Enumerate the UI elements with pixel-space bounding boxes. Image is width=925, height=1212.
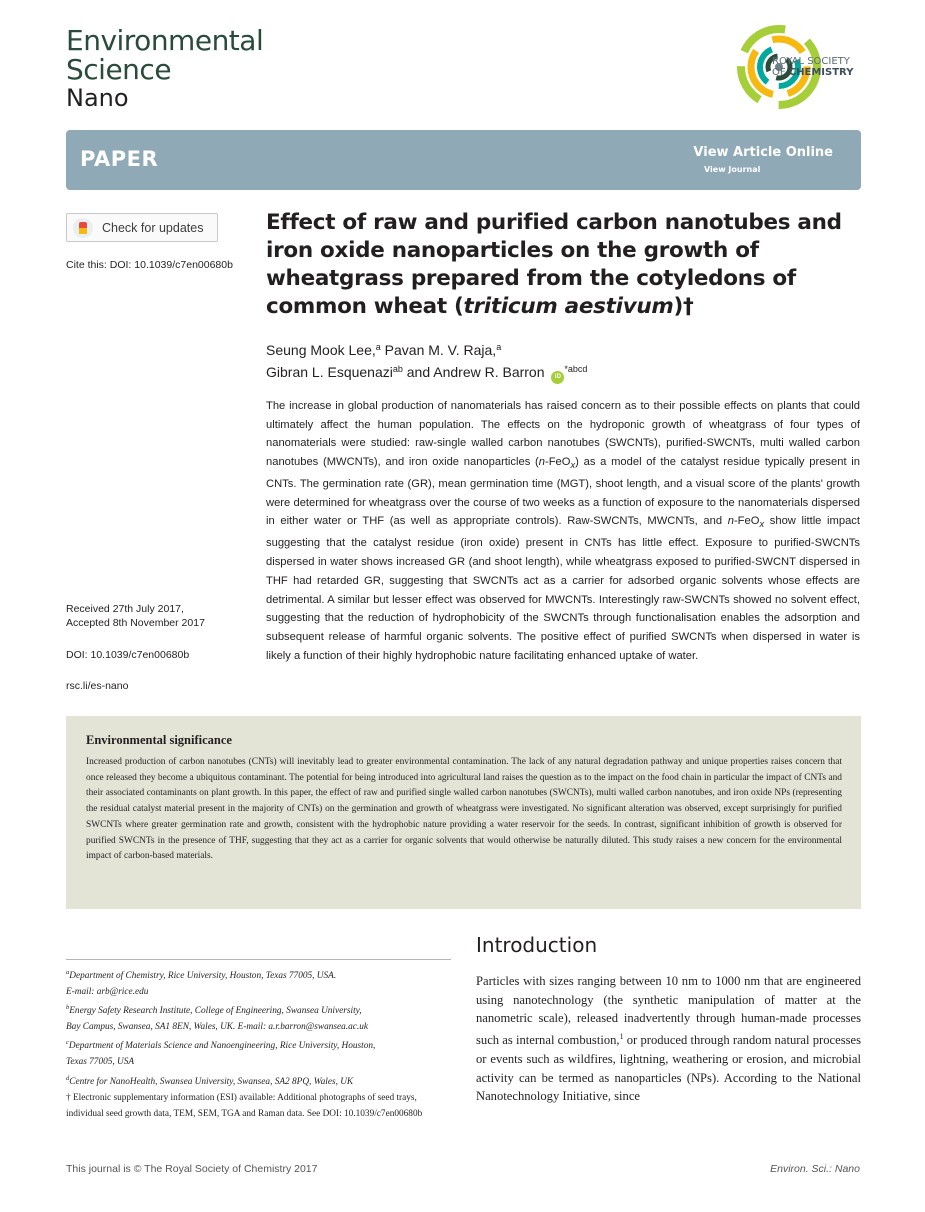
journal-short-link[interactable]: rsc.li/es-nano xyxy=(66,680,129,692)
abstract-n1: n xyxy=(538,456,545,469)
author-1-affil: a xyxy=(375,342,381,352)
footnote-b-text2: Bay Campus, Swansea, SA1 8EN, Wales, UK. E-mail: a.r.barron@swansea.ac.uk xyxy=(66,1022,368,1033)
footnotes xyxy=(66,965,451,1122)
footer-copyright: This journal is © The Royal Society of Chemistry 2017 xyxy=(66,1163,318,1175)
abstract-x2: x xyxy=(759,519,765,530)
check-for-updates-label: Check for updates xyxy=(102,220,204,235)
footnote-c-line2 xyxy=(66,1054,451,1070)
footnote-a-email-text[interactable]: E-mail: arb@rice.edu xyxy=(66,987,149,998)
author-1: Seung Mook Lee, xyxy=(266,342,376,358)
footer-journal: Environ. Sci.: Nano xyxy=(770,1163,860,1175)
journal-title-line2: Science xyxy=(66,53,172,86)
footnote-b xyxy=(66,1000,451,1019)
intro-part2: or produced through random natural processes or events such as wildfires, lightning, weathering or erosion, and microbial activity can be termed as nanoparticles (NPs). According to the National Nanotechnology Initiative, since xyxy=(476,1033,861,1104)
abstract-feo2: -FeO xyxy=(733,515,760,528)
author-3-affil: ab xyxy=(392,364,403,374)
intro-part1: Particles with sizes ranging between 10 nm to 1000 nm that are engineered using nanotechnology (the synthetic manipulation of matter at the nanometric scale), released inadvertently through human-made processes such as internal combustion, xyxy=(476,974,861,1048)
article-type-label: PAPER xyxy=(80,147,159,171)
author-2: Pavan M. V. Raja, xyxy=(380,342,497,358)
orcid-icon[interactable]: iD xyxy=(551,371,564,384)
footnote-b-line2 xyxy=(66,1019,451,1035)
title-end: )† xyxy=(673,294,694,319)
abstract-feo1: -FeO xyxy=(545,456,571,469)
received-accepted xyxy=(66,602,205,630)
article-type-banner xyxy=(66,130,861,190)
footnote-c-text: Department of Materials Science and Nanoengineering, Rice University, Houston, xyxy=(68,1041,376,1052)
footnote-d-text: Centre for NanoHealth, Swansea University, Swansea, SA2 8PQ, Wales, UK xyxy=(69,1076,354,1087)
abstract xyxy=(266,397,860,665)
journal-title xyxy=(66,26,263,113)
footnote-c-mark: c xyxy=(66,1039,69,1047)
rsc-text-line3: CHEMISTRY xyxy=(788,67,854,78)
author-4-affil: *abcd xyxy=(564,364,588,374)
check-for-updates-button[interactable] xyxy=(66,213,218,242)
view-article-online-link[interactable]: View Article Online xyxy=(693,145,833,160)
footnote-a-mark: a xyxy=(66,969,70,976)
accepted-date: Accepted 8th November 2017 xyxy=(66,617,205,629)
abstract-n2: n xyxy=(727,515,734,528)
rsc-text-line2: OF xyxy=(772,67,786,78)
article-title xyxy=(266,209,856,321)
title-main: Effect of raw and purified carbon nanotubes and iron oxide nanoparticles on the growth of wheatgrass prepared from the cotyledons of common wheat ( xyxy=(266,210,842,319)
abstract-part1: The increase in global production of nanomaterials has raised concern as to their possible effects on plants that could ultimately affect the human population. The effects on the hydroponic growth of wheatgrass of four types of nanomaterials were studied: raw-single walled carbon nanotubes (SWCNTs), purified-SWCNTs, multi walled carbon nanotubes (MWCNTs), and iron oxide nanoparticles ( xyxy=(266,400,860,469)
footnote-d-mark: d xyxy=(66,1074,70,1082)
cite-this: Cite this: DOI: 10.1039/c7en00680b xyxy=(66,259,233,271)
footnote-b-mark: b xyxy=(66,1004,70,1012)
abstract-part3: show little impact suggesting that the catalyst residue (iron oxide) present in CNTs has little effect. Exposure to purified-SWCNTs dispersed in water shows increased GR (and shoot length), while wheatgrass exposed to purified-SWCNT dispersed in THF had retarded GR, suggesting that SWCNTs act as a carrier for adsorbed organic solvents whose effects are detrimental. A similar but lesser effect was observed for MWCNTs. Interestingly raw-SWCNTs showed no solvent effect, suggesting that the reduction of hydrophobicity of the SWCNTs through functionalisation enables the adsorption and subsequent release of harmful organic solvents. The positive effect of purified SWCNTs when dispersed in water is likely a function of their highly hydrophobic nature facilitating enhanced uptake of water. xyxy=(266,515,860,662)
footnote-c-text2: Texas 77005, USA xyxy=(66,1057,135,1068)
footnote-c xyxy=(66,1035,451,1054)
author-3: Gibran L. Esquenazi xyxy=(266,364,393,380)
author-2-affil: a xyxy=(496,342,502,352)
significance-title: Environmental significance xyxy=(86,733,232,747)
footnote-a xyxy=(66,965,451,984)
rsc-logo-text xyxy=(772,56,853,78)
footnote-divider xyxy=(66,959,451,960)
footnote-d xyxy=(66,1071,451,1090)
rsc-text-line1: ROYAL SOCIETY xyxy=(772,56,850,67)
introduction-body xyxy=(476,972,861,1106)
footnote-esi: † Electronic supplementary information (ESI) available: Additional photographs of seed trays, individual seed growth data, TEM, SEM, TGA and Raman data. See DOI: 10.1039/c7en00680b xyxy=(66,1092,423,1119)
journal-title-line1: Environmental xyxy=(66,24,264,57)
received-date: Received 27th July 2017, xyxy=(66,603,184,615)
abstract-x1: x xyxy=(570,460,576,471)
crossmark-icon xyxy=(73,218,93,238)
view-journal-link[interactable]: View Journal xyxy=(704,165,761,174)
author-list xyxy=(266,338,587,384)
intro-reference-1[interactable]: 1 xyxy=(619,1032,624,1042)
doi-text: DOI: 10.1039/c7en00680b xyxy=(66,649,190,661)
journal-title-line3: Nano xyxy=(66,84,129,112)
introduction-heading: Introduction xyxy=(476,933,598,957)
environmental-significance-box xyxy=(66,716,861,909)
abstract-part2: ) as a model of the catalyst residue typically present in CNTs. The germination rate (GR), mean germination time (MGT), shoot length, and a visual score of the plants' growth were determined for wheatgrass over the course of two weeks as a function of exposure to the nanomaterials dispersed in either water or THF (as well as appropriate controls). Raw-SWCNTs, MWCNTs, and xyxy=(266,456,860,528)
footnote-a-email xyxy=(66,984,451,1000)
footnote-a-text: Department of Chemistry, Rice University, Houston, Texas 77005, USA. xyxy=(69,971,337,981)
author-4: and Andrew R. Barron xyxy=(402,364,549,380)
significance-body: Increased production of carbon nanotubes (CNTs) will inevitably lead to greater environmental contamination. The lack of any natural degradation pathway and unique properties raises concern that once released they become a ubiquitous contaminant. The potential for being introduced into agricultural land raises the question as to the impact on the food chain in particular the impact of CNTs and their associated contaminants on plant growth. In this paper, the effect of raw and purified single walled carbon nanotubes (SWCNTs), multi walled carbon nanotubes, and iron oxide NPs (representing the residual catalyst material present in the majority of CNTs) on the germination and growth of wheatgrass were investigated. No significant alteration was observed, except surprisingly for purified SWCNTs where greater germination rate and growth, consistent with the hydrophobic nature providing a water reservoir for the seeds. In contrast, significant inhibition of growth is observed for purified SWCNTs in the presence of THF, suggesting that they act as a carrier for organic solvents that would otherwise be naturally diluted. This study raises a new concern for the environmental impact of carbon-based materials. xyxy=(86,757,842,862)
footnote-b-text: Energy Safety Research Institute, College of Engineering, Swansea University, xyxy=(69,1006,362,1017)
title-italic: triticum aestivum xyxy=(463,294,674,319)
